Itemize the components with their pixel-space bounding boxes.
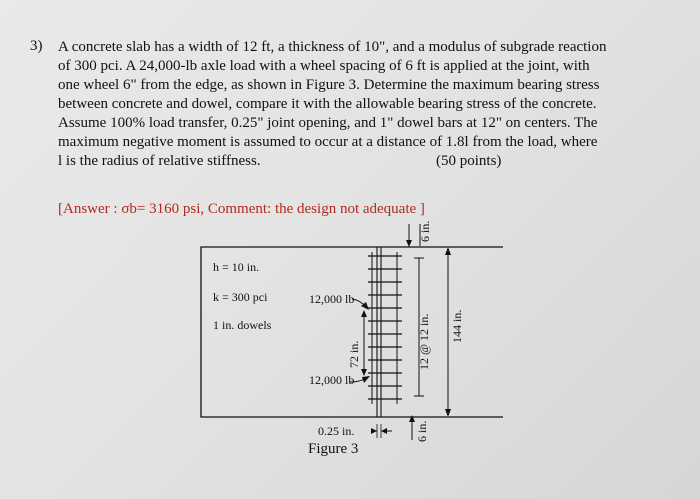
problem-line: of 300 pci. A 24,000-lb axle load with a wheel spacing of 6 ft is applied at the joint, with	[58, 58, 590, 74]
edge-top-label: 6 in.	[418, 220, 432, 242]
problem-line: maximum negative moment is assumed to occur at a distance of 1.8l from the load, where	[58, 134, 598, 150]
load-bottom-label: 12,000 lb	[309, 373, 355, 387]
problem-line: one wheel 6" from the edge, as shown in Figure 3. Determine the maximum bearing stress	[58, 77, 600, 93]
points-label: (50 points)	[436, 153, 502, 169]
width-label: 144 in.	[450, 309, 464, 343]
edge-bottom-label: 6 in.	[415, 420, 429, 442]
dowel-ticks	[372, 252, 397, 404]
problem-line: A concrete slab has a width of 12 ft, a thickness of 10", and a modulus of subgrade reaction	[58, 39, 607, 55]
problem-number: 3)	[30, 38, 43, 54]
joint-opening-label: 0.25 in.	[318, 424, 355, 438]
thickness-label: h = 10 in.	[213, 260, 260, 274]
answer-text: [Answer : σb= 3160 psi, Comment: the design not adequate ]	[58, 201, 425, 217]
problem-line: l is the radius of relative stiffness.	[58, 153, 261, 169]
dowel-size-label: 1 in. dowels	[213, 318, 272, 332]
dowel-spacing-label: 12 @ 12 in.	[417, 313, 431, 370]
figure-caption: Figure 3	[308, 441, 359, 457]
problem-line: between concrete and dowel, compare it with the allowable bearing stress of the concrete.	[58, 96, 597, 112]
wheel-spacing-label: 72 in.	[347, 340, 361, 368]
subgrade-label: k = 300 pci	[213, 290, 268, 304]
problem-line: Assume 100% load transfer, 0.25" joint opening, and 1" dowel bars at 12" on centers. The	[58, 115, 598, 131]
load-top-label: 12,000 lb	[309, 292, 355, 306]
